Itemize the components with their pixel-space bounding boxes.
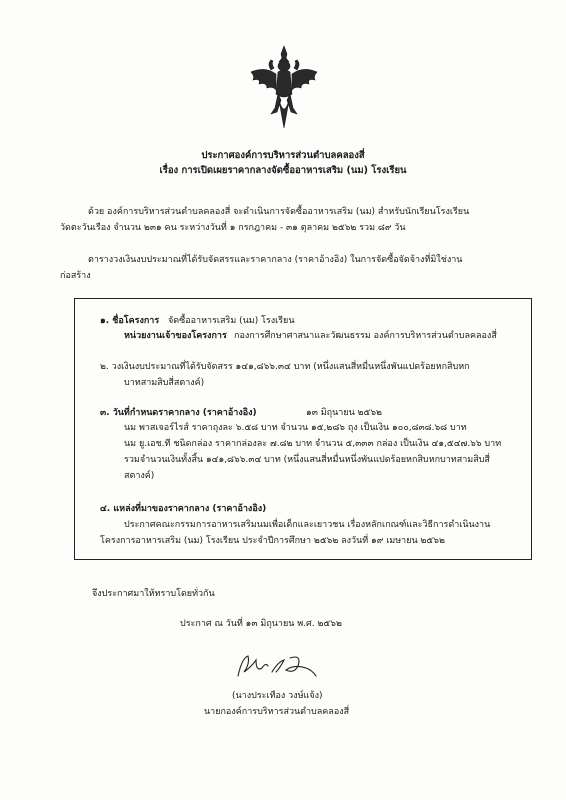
- section-3-date: ๑๓ มิถุนายน ๒๕๖๒: [306, 408, 382, 418]
- section-2-line-b: บาทสามสิบสี่สตางค์): [124, 378, 205, 388]
- section-3-label: ๓. วันที่กำหนดราคากลาง (ราคาอ้างอิง): [100, 408, 257, 418]
- section-1-owner-value: กองการศึกษาศาสนาและวัฒนธรรม องค์การบริหารส่วนตำบลคลองสี่: [234, 331, 497, 341]
- section-3-line-3: รวมจำนวนเงินทั้งสิ้น ๑๔๑,๘๖๖.๓๔ บาท (หนึ่งแสนสี่หมื่นหนึ่งพันแปดร้อยหกสิบหกบาทสามสิบสี่: [124, 455, 490, 465]
- closing-date: ประกาศ ณ วันที่ ๑๓ มิถุนายน พ.ศ. ๒๕๖๒: [180, 619, 342, 629]
- section-4-line-1: ประกาศคณะกรรมการอาหารเสริมนมเพื่อเด็กและเยาวชน เรื่องหลักเกณฑ์และวิธีการดำเนินงาน: [124, 520, 491, 530]
- garuda-emblem-icon: [245, 42, 323, 134]
- signer-title: นายกองค์การบริหารส่วนตำบลคลองสี่: [204, 707, 350, 717]
- header-line-1: ประกาศองค์การบริหารส่วนตำบลคลองสี่: [201, 150, 365, 161]
- closing-announcement: จึงประกาศมาให้ทราบโดยทั่วกัน: [92, 589, 215, 599]
- section-3-line-1: นม พาสเจอร์ไรส์ ราคาถุงละ ๖.๕๘ บาท จำนวน ๑๕,๒๘๖ ถุง เป็นเงิน ๑๐๐,๘๓๘.๖๘ บาท: [124, 423, 467, 433]
- section-3-line-2: นม ยู.เอช.ที ชนิดกล่อง ราคากล่องละ ๗.๘๒ บาท จำนวน ๕,๓๓๓ กล่อง เป็นเงิน ๔๑,๕๔๗.๖๖ บาท: [124, 439, 502, 449]
- intro-paragraph-2a: ตารางวงเงินงบประมาณที่ได้รับจัดสรรและราคากลาง (ราคาอ้างอิง) ในการจัดซื้อจัดจ้างที่มิใช่งาน: [88, 255, 463, 265]
- section-1-label: ๑. ชื่อโครงการ: [100, 316, 160, 326]
- section-4-line-2: โครงการอาหารเสริม (นม) โรงเรียน ประจำปีการศึกษา ๒๕๖๒ ลงวันที่ ๑๙ เมษายน ๒๕๖๒: [100, 536, 445, 546]
- section-3-line-4: สตางค์): [124, 471, 155, 481]
- section-2-line-a: ๒. วงเงินงบประมาณที่ได้รับจัดสรร ๑๔๑,๘๖๖.๓๔ บาท (หนึ่งแสนสี่หมื่นหนึ่งพันแปดร้อยหกสิบหก: [100, 362, 470, 372]
- section-4-label: ๔. แหล่งที่มาของราคากลาง (ราคาอ้างอิง): [100, 504, 267, 514]
- handwritten-signature-icon: [232, 650, 320, 682]
- signer-name: (นางประเทือง วงษ์แจ้ง): [232, 691, 323, 701]
- intro-paragraph-1a: ด้วย องค์การบริหารส่วนตำบลคลองสี่ จะดำเนินการจัดซื้ออาหารเสริม (นม) สำหรับนักเรียนโรงเรียน: [88, 207, 470, 217]
- section-1-owner-label: หน่วยงานเจ้าของโครงการ: [124, 331, 227, 341]
- intro-paragraph-1b: วัดตะวันเรือง จำนวน ๒๓๑ คน ระหว่างวันที่ ๑ กรกฎาคม - ๓๑ ตุลาคม ๒๕๖๒ รวม ๘๙ วัน: [60, 223, 406, 233]
- header-line-2: เรื่อง การเปิดเผยราคากลางจัดซื้ออาหารเสริม (นม) โรงเรียน: [159, 165, 407, 176]
- section-1-value: จัดซื้ออาหารเสริม (นม) โรงเรียน: [168, 316, 295, 326]
- intro-paragraph-2b: ก่อสร้าง: [60, 271, 91, 281]
